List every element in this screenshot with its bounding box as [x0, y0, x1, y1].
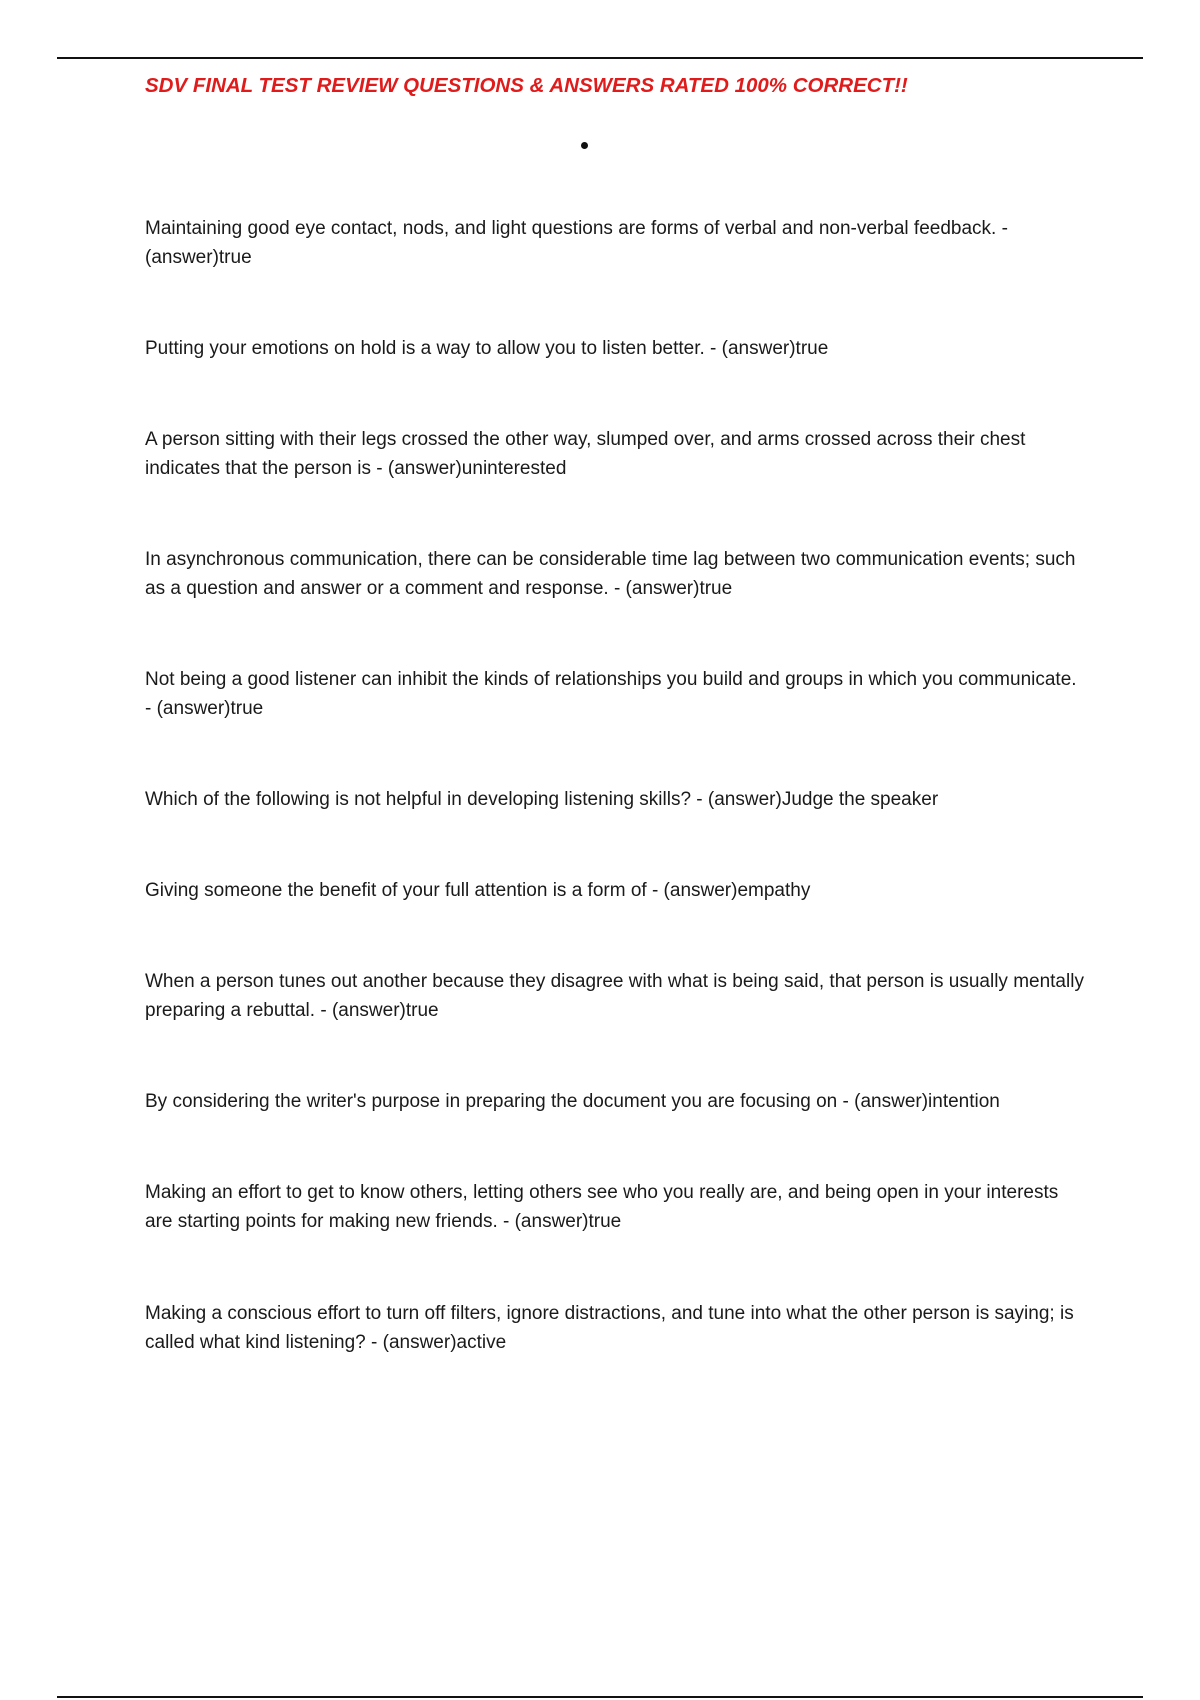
- bullet-mark: [581, 142, 588, 149]
- footer-rule: [57, 1696, 1143, 1698]
- page-title: SDV FINAL TEST REVIEW QUESTIONS & ANSWERS RATED 100% CORRECT!!: [145, 74, 908, 97]
- qa-item-11: Making a conscious effort to turn off filters, ignore distractions, and tune into what the other person is saying; is called what kind listening? - (answer)active: [145, 1303, 1074, 1353]
- qa-item-1: Maintaining good eye contact, nods, and light questions are forms of verbal and non-verbal feedback. - (answer)true: [145, 218, 1008, 268]
- header-rule: [57, 57, 1143, 59]
- qa-item-2: Putting your emotions on hold is a way to allow you to listen better. - (answer)true: [145, 338, 829, 359]
- qa-item-8: When a person tunes out another because they disagree with what is being said, that person is usually mentally preparing a rebuttal. - (answer)true: [145, 971, 1084, 1021]
- qa-item-10: Making an effort to get to know others, letting others see who you really are, and being open in your interests are starting points for making new friends. - (answer)true: [145, 1182, 1059, 1232]
- qa-item-4: In asynchronous communication, there can be considerable time lag between two communication events; such as a question and answer or a comment and response. - (answer)true: [145, 549, 1076, 599]
- qa-item-6: Which of the following is not helpful in developing listening skills? - (answer)Judge the speaker: [145, 789, 939, 810]
- qa-item-3: A person sitting with their legs crossed the other way, slumped over, and arms crossed across their chest indicates that the person is - (answer)uninterested: [145, 429, 1026, 479]
- qa-item-5: Not being a good listener can inhibit the kinds of relationships you build and groups in which you communicate. - (answer)true: [145, 669, 1077, 719]
- qa-item-9: By considering the writer's purpose in preparing the document you are focusing on - (answer)intention: [145, 1091, 1000, 1112]
- qa-item-7: Giving someone the benefit of your full attention is a form of - (answer)empathy: [145, 880, 811, 901]
